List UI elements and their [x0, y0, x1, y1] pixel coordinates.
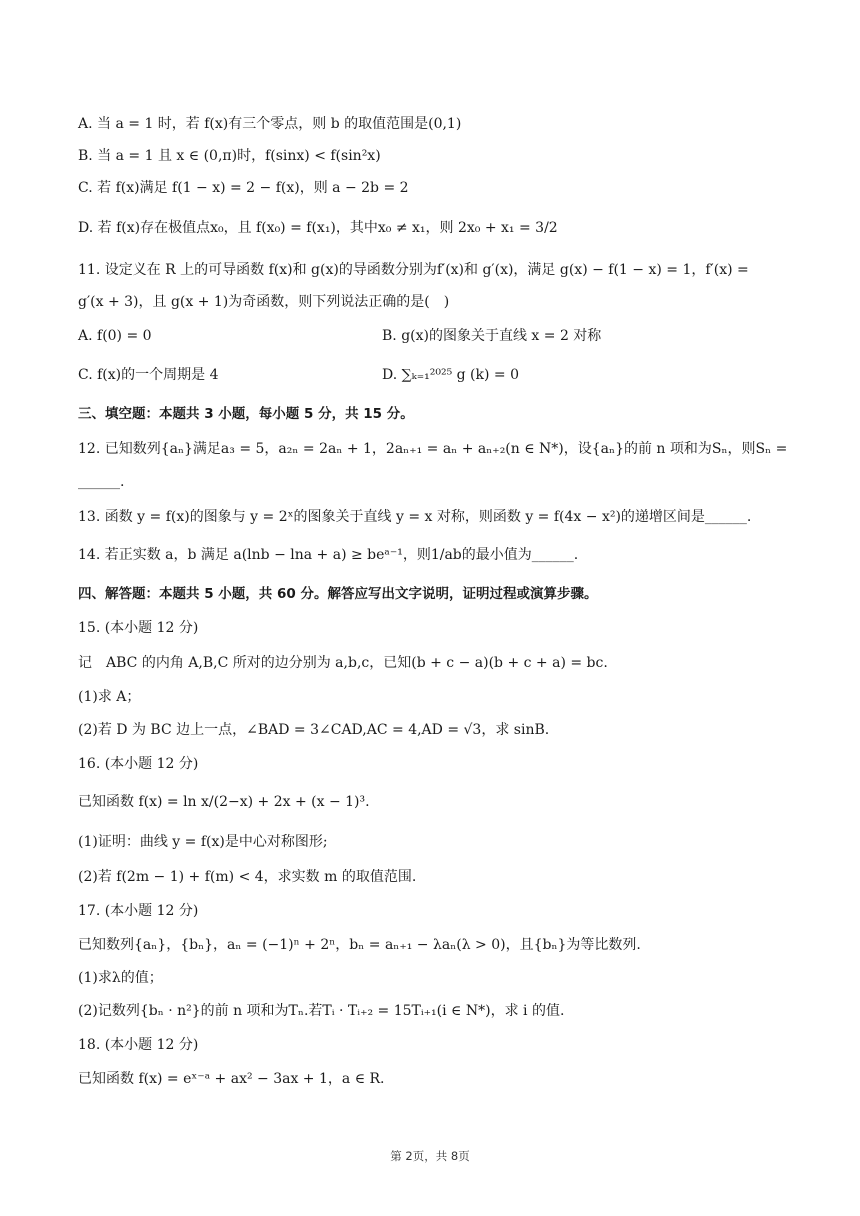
q11-option-b: B. g(x)的图象关于直线 x = 2 对称: [382, 328, 602, 344]
q16-part2: (2)若 f(2m − 1) + f(m) < 4，求实数 m 的取值范围.: [78, 869, 417, 885]
q15-part2: (2)若 D 为 BC 边上一点，∠BAD = 3∠CAD,AC = 4,AD = √3，求 sinB.: [78, 722, 550, 738]
q16-stem: 已知函数 f(x) = ln x/(2−x) + 2x + (x − 1)³.: [78, 794, 370, 810]
q17-part1: (1)求λ的值；: [78, 970, 163, 986]
q10-option-c: C. 若 f(x)满足 f(1 − x) = 2 − f(x)，则 a − 2b = 2: [78, 180, 409, 196]
q17-header: 17. (本小题 12 分): [78, 903, 199, 919]
section-fill-in-heading: 三、填空题：本题共 3 小题，每小题 5 分，共 15 分。: [78, 406, 414, 422]
q13-stem: 13. 函数 y = f(x)的图象与 y = 2ˣ的图象关于直线 y = x 对称，则函数 y = f(4x − x²)的递增区间是______.: [78, 509, 752, 525]
q16-part1: (1)证明：曲线 y = f(x)是中心对称图形;: [78, 834, 328, 850]
q11-option-c: C. f(x)的一个周期是 4: [78, 367, 219, 383]
q11-option-d: D. ∑ₖ₌₁²⁰²⁵ g (k) = 0: [382, 367, 519, 383]
q18-header: 18. (本小题 12 分): [78, 1037, 199, 1053]
q11-stem-line2: g′(x + 3)，且 g(x + 1)为奇函数，则下列说法正确的是( ): [78, 294, 450, 310]
q12-stem-line2: ______.: [78, 474, 125, 490]
q15-part1: (1)求 A；: [78, 689, 141, 705]
q10-option-d: D. 若 f(x)存在极值点x₀，且 f(x₀) = f(x₁)，其中x₀ ≠ x₁，则 2x₀ + x₁ = 3/2: [78, 220, 558, 236]
q17-stem: 已知数列{aₙ}，{bₙ}，aₙ = (−1)ⁿ + 2ⁿ，bₙ = aₙ₊₁ − λaₙ(λ > 0)，且{bₙ}为等比数列.: [78, 937, 641, 953]
q16-header: 16. (本小题 12 分): [78, 756, 199, 772]
q18-stem: 已知函数 f(x) = eˣ⁻ᵃ + ax² − 3ax + 1，a ∈ R.: [78, 1071, 385, 1087]
q10-option-b: B. 当 a = 1 且 x ∈ (0,π)时，f(sinx) < f(sin²x): [78, 148, 381, 164]
q17-part2: (2)记数列{bₙ · n²}的前 n 项和为Tₙ.若Tᵢ · Tᵢ₊₂ = 15Tᵢ₊₁(i ∈ N*)，求 i 的值.: [78, 1003, 565, 1019]
section-answer-heading: 四、解答题：本题共 5 小题，共 60 分。解答应写出文字说明，证明过程或演算步骤。: [78, 586, 598, 602]
q15-header: 15. (本小题 12 分): [78, 620, 199, 636]
q12-stem-line1: 12. 已知数列{aₙ}满足a₃ = 5，a₂ₙ = 2aₙ + 1，2aₙ₊₁ = aₙ + aₙ₊₂(n ∈ N*)，设{aₙ}的前 n 项和为Sₙ，则Sₙ =: [78, 441, 788, 457]
q14-stem: 14. 若正实数 a，b 满足 a(lnb − lna + a) ≥ beᵃ⁻¹，则1/ab的最小值为______.: [78, 547, 579, 563]
q15-stem: 记 ABC 的内角 A,B,C 所对的边分别为 a,b,c，已知(b + c − a)(b + c + a) = bc.: [78, 655, 608, 671]
page-footer: 第 2页，共 8页: [390, 1149, 470, 1163]
q10-option-a: A. 当 a = 1 时，若 f(x)有三个零点，则 b 的取值范围是(0,1): [78, 116, 462, 132]
q11-stem-line1: 11. 设定义在 R 上的可导函数 f(x)和 g(x)的导函数分别为f′(x)和 g′(x)，满足 g(x) − f(1 − x) = 1，f′(x) =: [78, 262, 749, 278]
q11-option-a: A. f(0) = 0: [78, 328, 152, 344]
